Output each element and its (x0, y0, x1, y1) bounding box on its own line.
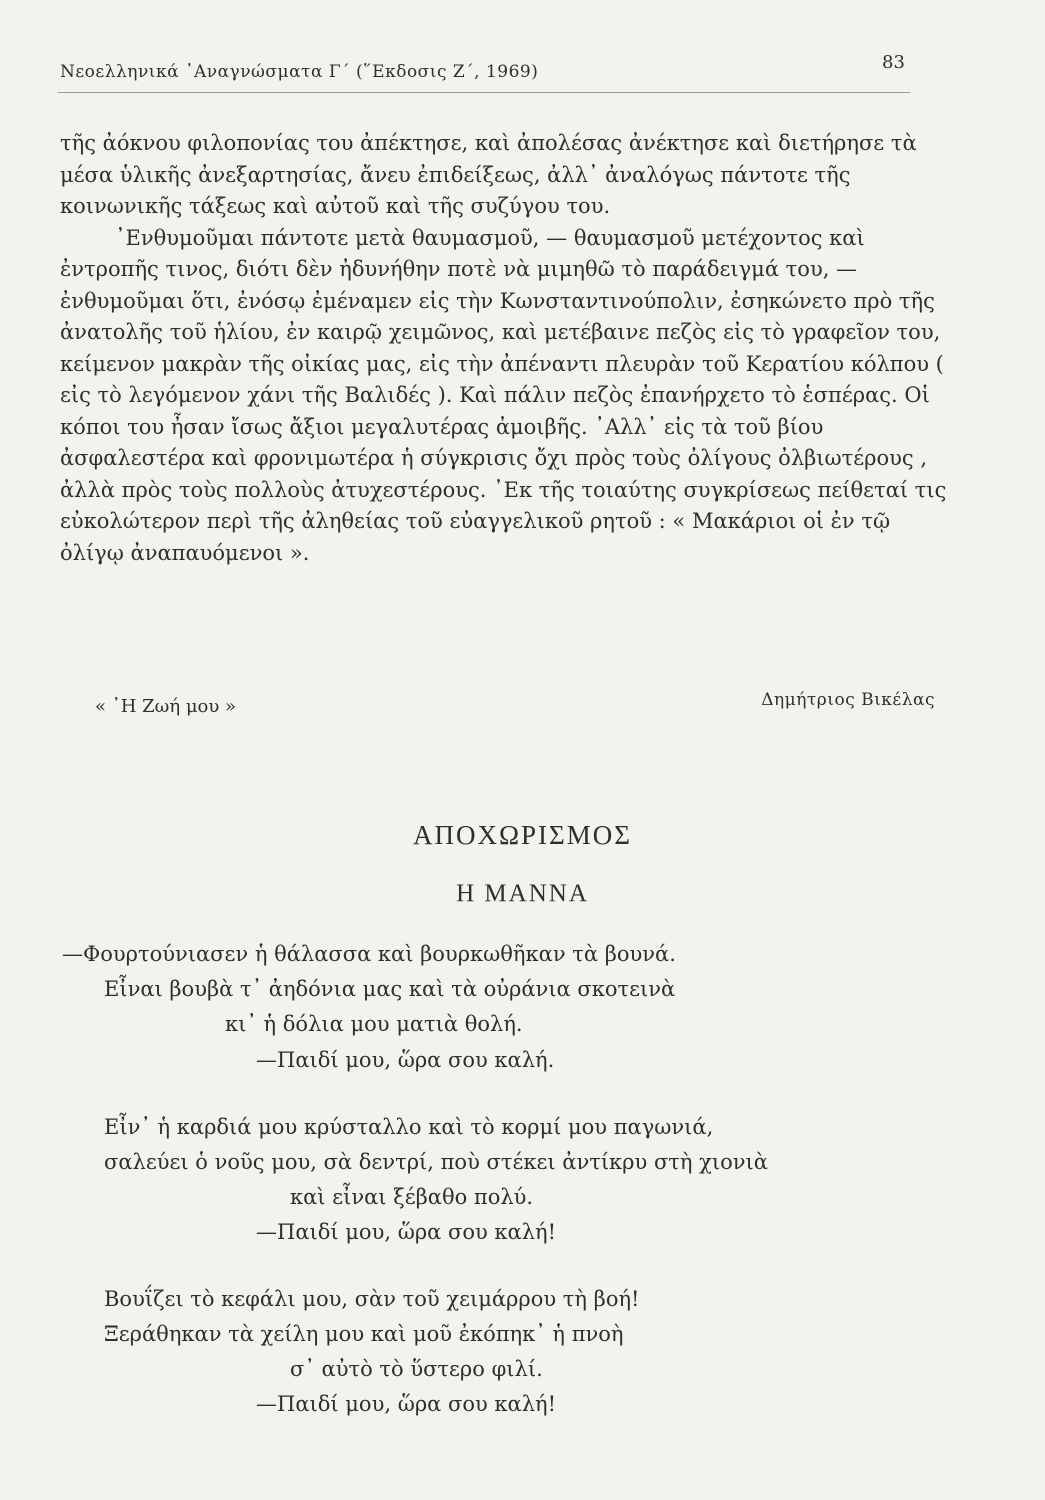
page-number: 83 (882, 52, 905, 73)
paragraph-2: ᾽Ενθυμοῦμαι πάντοτε μετὰ θαυμασμοῦ, — θαυμασμοῦ μετέχοντος καὶ ἐντροπῆς τινος, διότι δὲν ἠδυνήθην ποτὲ νὰ μιμηθῶ τὸ παράδειγμά του, — ἐνθυμοῦμαι ὅτι, ἐνόσῳ ἐμέναμεν εἰς τὴν Κωνσταντινούπολιν, ἐσηκώνετο πρὸ τῆς ἀνατολῆς τοῦ ἡλίου, ἐν καιρῷ χειμῶνος, καὶ μετέβαινε πεζὸς εἰς τὸ γραφεῖον του, κείμενον μακρὰν τῆς οἰκίας μας, εἰς τὴν ἀπέναντι πλευρὰν τοῦ Κερατίου κόλπου ( εἰς τὸ λεγόμενον χάνι τῆς Βαλιδές ). Καὶ πάλιν πεζὸς ἐπανήρχετο τὸ ἑσπέρας. Οἱ κόποι του ἦσαν ἴσως ἄξιοι μεγαλυτέρας ἀμοιβῆς. ᾽Αλλ᾽ εἰς τὰ τοῦ βίου ἀσφαλεστέρα καὶ φρονιμωτέρα ἡ σύγκρισις ὄχι πρὸς τοὺς ὀλίγους ὀλβιωτέρους , ἀλλὰ πρὸς τοὺς πολλοὺς ἀτυχεστέρους. ᾽Εκ τῆς τοιαύτης συγκρίσεως πείθεταί τις εὐκολώτερον περὶ τῆς ἀληθείας τοῦ εὐαγγελικοῦ ρητοῦ : « Μακάριοι οἱ ἐν τῷ ὀλίγῳ ἀναπαυόμενοι ». (60, 225, 947, 565)
author-name: Δημήτριος Βικέλας (761, 690, 935, 710)
poem-line: Εἶν᾽ ἡ καρδιά μου κρύσταλλο καὶ τὸ κορμί μου παγωνιά, (104, 1115, 714, 1139)
poem-line: κι᾽ ἡ δόλια μου ματιὰ θολή. (225, 1012, 523, 1036)
poem-subtitle: Η ΜΑΝΝΑ (456, 880, 589, 907)
poem-line: —Παιδί μου, ὥρα σου καλή! (256, 1392, 557, 1416)
running-head: Νεοελληνικά ᾽Αναγνώσματα Γ΄ (῞Εκδοσις Ζ΄, 1969) (60, 62, 539, 82)
poem-line: σ᾽ αὐτὸ τὸ ὕστερο φιλί. (290, 1357, 543, 1381)
poem-line: —Φουρτούνιασεν ἡ θάλασσα καὶ βουρκωθῆκαν τὰ βουνά. (62, 942, 676, 966)
poem-line: —Παιδί μου, ὥρα σου καλή! (256, 1220, 557, 1244)
header-rule (58, 92, 910, 93)
attribution (95, 690, 935, 726)
poem-line: Ξεράθηκαν τὰ χείλη μου καὶ μοῦ ἐκόπηκ᾽ ἡ πνοὴ (104, 1322, 624, 1346)
poem-line: καὶ εἶναι ξέβαθο πολύ. (290, 1185, 534, 1209)
poem-line: —Παιδί μου, ὥρα σου καλή. (256, 1048, 555, 1072)
paragraph-1: τῆς ἀόκνου φιλοπονίας του ἀπέκτησε, καὶ ἀπολέσας ἀνέκτησε καὶ διετήρησε τὰ μέσα ὑλικῆς ἀνεξαρτησίας, ἄνευ ἐπιδείξεως, ἀλλ᾽ ἀναλόγως πάντοτε τῆς κοινωνικῆς τάξεως καὶ αὐτοῦ καὶ τῆς συζύγου του. (60, 131, 917, 218)
prose-text (60, 128, 960, 569)
poem-title: ΑΠΟΧΩΡΙΣΜΟΣ (412, 820, 632, 850)
poem-line: σαλεύει ὁ νοῦς μου, σὰ δεντρί, ποὺ στέκει ἀντίκρυ στὴ χιονιὰ (104, 1150, 768, 1174)
source-title: « ῾Η Ζωή μου » (95, 696, 237, 717)
poem-line: Εἶναι βουβὰ τ᾽ ἀηδόνια μας καὶ τὰ οὐράνια σκοτεινὰ (104, 977, 676, 1001)
poem-line: Βουΐζει τὸ κεφάλι μου, σὰν τοῦ χειμάρρου τὴ βοή! (104, 1287, 640, 1311)
